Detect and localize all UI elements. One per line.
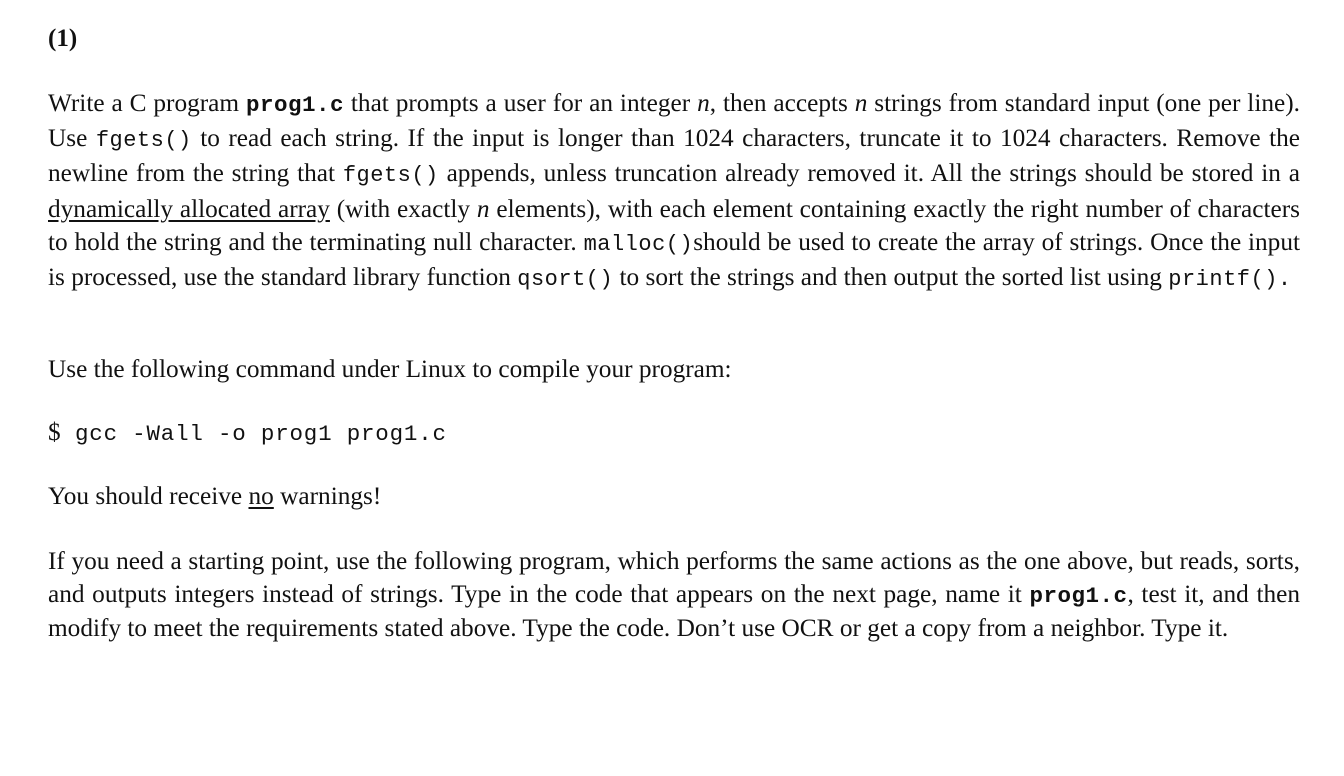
text: elements), with each element containing exactly the right number of characters to hold the string and the terminating null character. (48, 194, 1300, 256)
text: to read each string. If the input is longer than 1024 characters, truncate it to 1024 characters. Remove the newline from the string that (48, 124, 1300, 188)
text: You should receive (48, 482, 249, 510)
text: that prompts a user for an integer (344, 89, 698, 117)
function-malloc: malloc() (583, 231, 694, 257)
program-filename: prog1.c (245, 92, 344, 118)
text: to sort the strings and then output the sorted list using (613, 263, 1169, 292)
starting-point-paragraph (48, 545, 1300, 645)
program-filename: prog1.c (1029, 582, 1128, 609)
text: strings from standard input (one per line). Use (48, 89, 1300, 153)
underlined-no: no (248, 482, 274, 510)
text: If you need a starting point, use the following program, which performs the same actions as the one above, but reads, sorts, and outputs integers instead of strings. Type in the code that appears on the next page, name it (48, 547, 1300, 608)
problem-number: (1) (48, 25, 78, 52)
text: . (1277, 267, 1292, 293)
text: appends, unless truncation already removed it. All the strings should be stored in a (438, 159, 1300, 188)
text: Write a C program (48, 89, 246, 117)
requirements-paragraph (48, 87, 1300, 296)
compile-instruction: Use the following command under Linux to compile your program: (48, 355, 732, 383)
compile-command (48, 416, 1300, 451)
underlined-dynamic-array: dynamically allocated array (48, 194, 330, 223)
warnings-note (48, 480, 1300, 513)
text: , then accepts (709, 89, 855, 117)
text: should be used to create the array of strings. Once the input is processed, use the standard library function (48, 227, 1300, 292)
shell-prompt: $ (48, 418, 61, 446)
function-fgets: fgets() (342, 163, 439, 189)
function-qsort: qsort() (517, 267, 614, 293)
text: , test it, and then modify to meet the requirements stated above. Type the code. Don’t use OCR or get a copy from a neighbor. Type it. (48, 579, 1301, 643)
variable-n: n (697, 89, 710, 117)
variable-n: n (476, 194, 490, 223)
text: warnings! (273, 482, 382, 510)
variable-n: n (854, 89, 868, 117)
function-printf: printf() (1168, 267, 1278, 293)
text: (with exactly (329, 194, 477, 223)
command-text: gcc -Wall -o prog1 prog1.c (60, 421, 447, 447)
function-fgets: fgets() (95, 128, 192, 154)
